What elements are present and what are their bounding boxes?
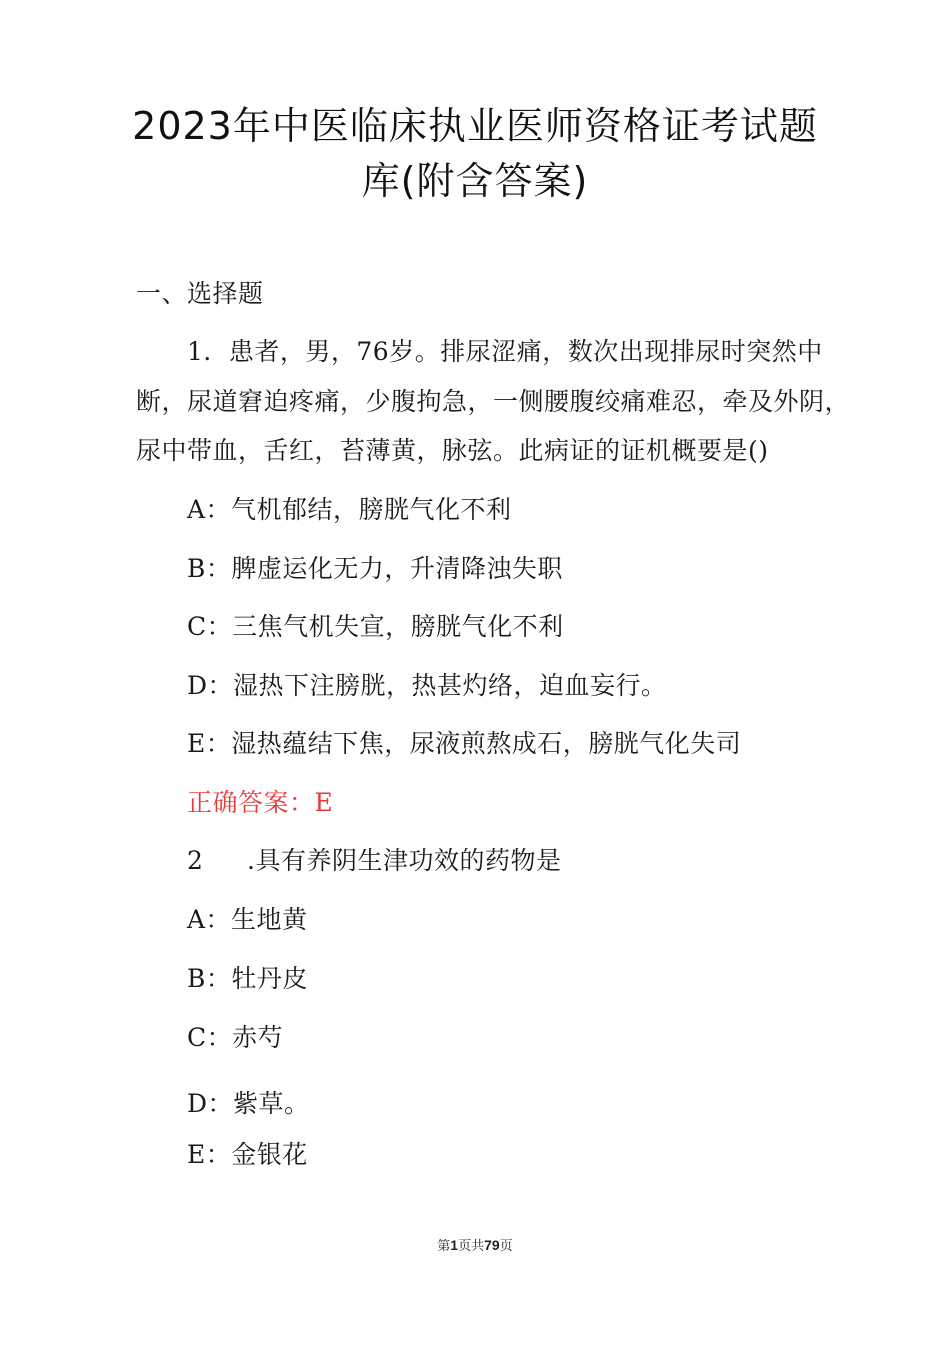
question-1-option-e: E：湿热蕴结下焦，尿液煎熬成石，膀胱气化失司 <box>187 729 742 758</box>
current-page-number: 1 <box>450 1237 459 1253</box>
question-2-option-b: B：牡丹皮 <box>187 964 308 993</box>
question-1-option-c: C：三焦气机失宣，膀胱气化不利 <box>187 612 564 641</box>
footer-prefix: 第 <box>437 1239 451 1254</box>
question-1-option-a: A：气机郁结，膀胱气化不利 <box>187 495 512 524</box>
footer-middle: 页共 <box>458 1239 485 1254</box>
question-1-answer: 正确答案：E <box>187 788 334 817</box>
question-1-line-1: 1．患者，男，76岁。排尿涩痛，数次出现排尿时突然中 <box>187 337 823 366</box>
question-1-option-d: D：湿热下注膀胱，热甚灼络，迫血妄行。 <box>187 671 667 700</box>
question-2-option-a: A：生地黄 <box>187 905 308 934</box>
total-pages-number: 79 <box>484 1237 500 1253</box>
question-1-line-2: 断，尿道窘迫疼痛，少腹拘急，一侧腰腹绞痛难忍，牵及外阴， <box>136 387 851 416</box>
footer-suffix: 页 <box>499 1239 513 1254</box>
question-2-option-e: E：金银花 <box>187 1140 308 1169</box>
page-footer <box>0 1235 950 1254</box>
question-2-text: .具有养阴生津功效的药物是 <box>247 846 562 875</box>
question-2-number: 2 <box>187 846 204 875</box>
question-1-line-3: 尿中带血，舌红，苔薄黄，脉弦。此病证的证机概要是() <box>136 436 769 465</box>
question-1-option-b: B：脾虚运化无力，升清降浊失职 <box>187 554 563 583</box>
question-2-option-d: D：紫草。 <box>187 1089 310 1118</box>
document-title-line-1: 2023年中医临床执业医师资格证考试题 <box>132 104 818 148</box>
section-heading: 一、选择题 <box>136 279 264 308</box>
document-title-line-2: 库(附含答案) <box>361 159 589 203</box>
question-2-option-c: C：赤芍 <box>187 1023 284 1052</box>
question-2-stem <box>187 848 561 873</box>
